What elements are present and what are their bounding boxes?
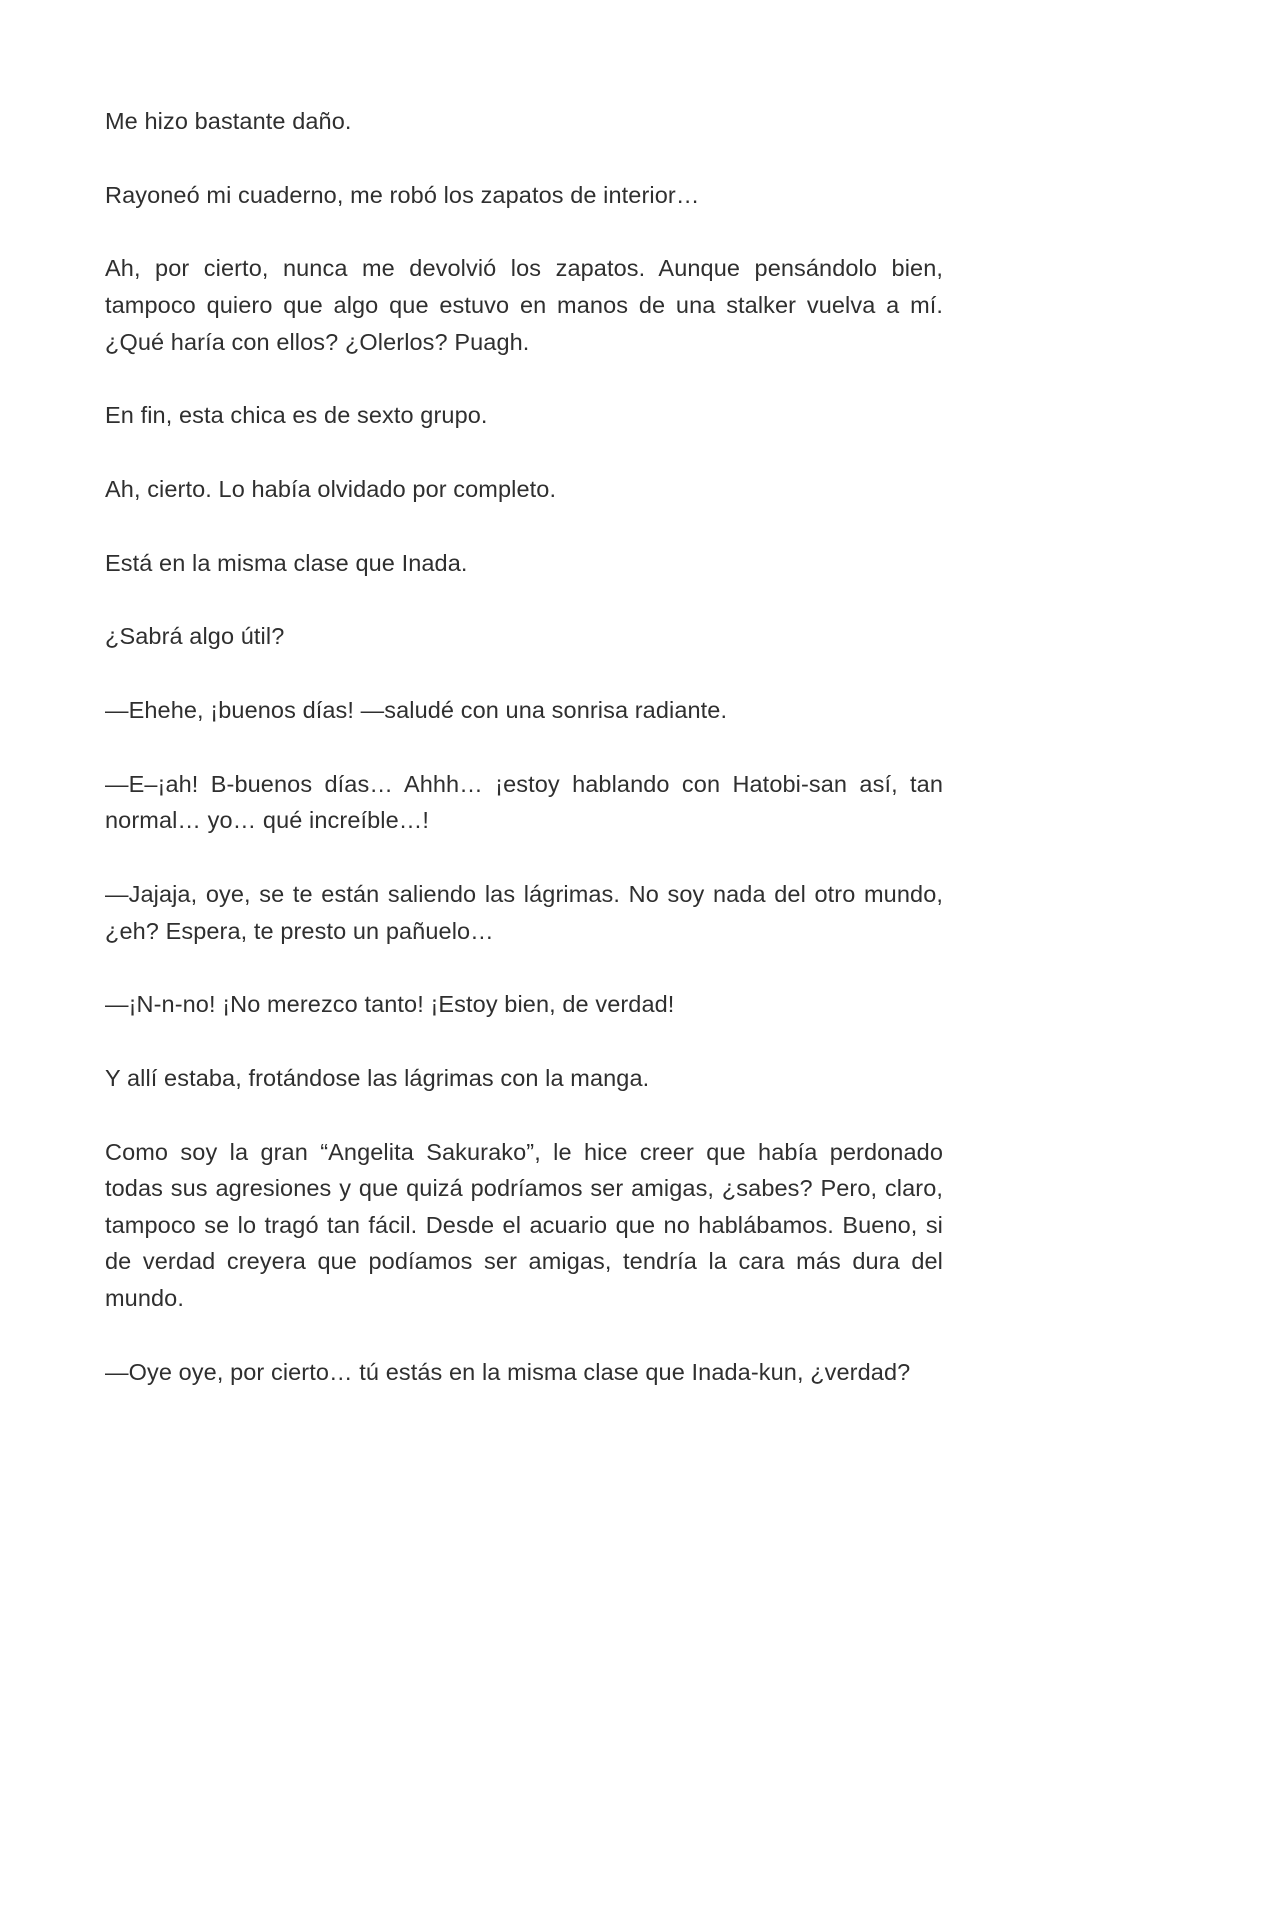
paragraph-dialogue: —Jajaja, oye, se te están saliendo las lágrimas. No soy nada del otro mundo, ¿eh? Espera, te presto un pañuelo… <box>105 880 943 944</box>
paragraph: Está en la misma clase que Inada. <box>105 549 468 576</box>
paragraph: Ah, cierto. Lo había olvidado por completo. <box>105 475 557 502</box>
paragraph-dialogue: —Oye oye, por cierto… tú estás en la misma clase que Inada-kun, ¿verdad? <box>105 1358 911 1385</box>
paragraph-dialogue: —¡N-n-no! ¡No merezco tanto! ¡Estoy bien, de verdad! <box>105 991 675 1018</box>
paragraph: Como soy la gran “Angelita Sakurako”, le hice creer que había perdonado todas sus agresiones y que quizá podríamos ser amigas, ¿sabes? Pero, claro, tampoco se lo tragó tan fácil. Desde el acuario que no hablábamos. Bueno, si de verdad creyera que podíamos ser amigas, tendría la cara más dura del mundo. <box>105 1138 943 1312</box>
paragraph: Ah, por cierto, nunca me devolvió los zapatos. Aunque pensándolo bien, tampoco quiero que algo que estuvo en manos de una stalker vuelva a mí. ¿Qué haría con ellos? ¿Olerlos? Puagh. <box>105 255 943 355</box>
paragraph: En fin, esta chica es de sexto grupo. <box>105 402 488 429</box>
paragraph: ¿Sabrá algo útil? <box>105 623 285 650</box>
paragraph: Rayoneó mi cuaderno, me robó los zapatos de interior… <box>105 181 700 208</box>
paragraph: Me hizo bastante daño. <box>105 108 352 134</box>
paragraph-dialogue: —E–¡ah! B-buenos días… Ahhh… ¡estoy hablando con Hatobi-san así, tan normal… yo… qué increíble…! <box>105 770 943 834</box>
paragraph-dialogue: —Ehehe, ¡buenos días! —saludé con una sonrisa radiante. <box>105 696 728 723</box>
paragraph: Y allí estaba, frotándose las lágrimas con la manga. <box>105 1064 650 1091</box>
